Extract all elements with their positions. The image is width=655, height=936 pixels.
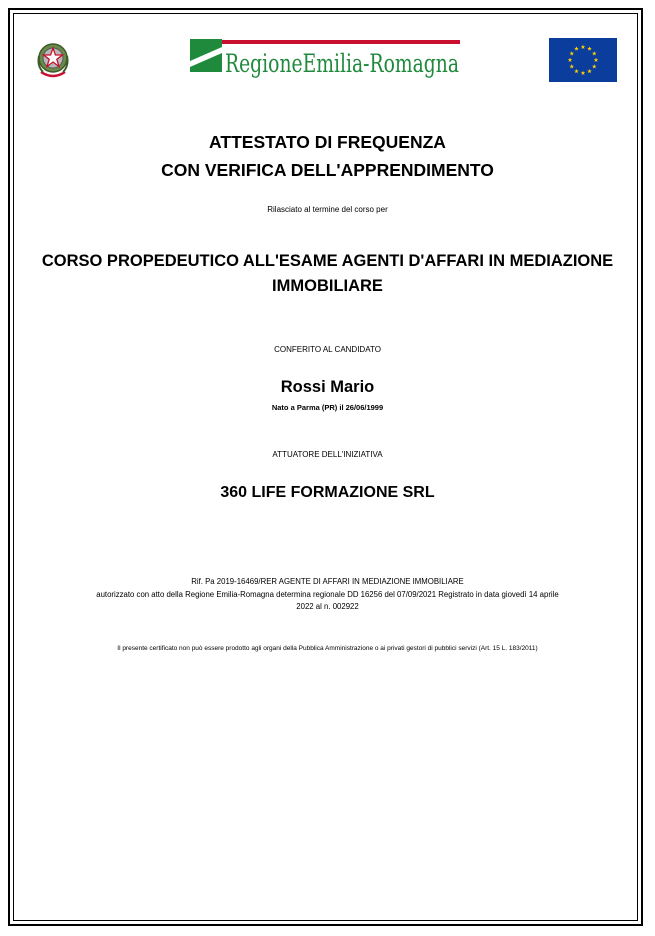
certificate-title <box>20 128 635 184</box>
conferred-label: CONFERITO AL CANDIDATO <box>274 345 381 354</box>
svg-text:RegioneEmilia-Romagna: RegioneEmilia-Romagna <box>225 49 460 78</box>
reference-line-1: Rif. Pa 2019-16469/RER AGENTE DI AFFARI IN MEDIAZIONE IMMOBILIARE <box>191 577 464 586</box>
candidate-name: Rossi Mario <box>280 378 375 396</box>
implementer-label: ATTUATORE DELL'INIZIATIVA <box>272 450 383 459</box>
course-title <box>30 249 625 299</box>
implementer-name: 360 LIFE FORMAZIONE SRL <box>220 484 435 501</box>
reference-line-2: autorizzato con atto della Regione Emilia-Romagna determina regionale DD 16256 del 07/09/2021 Registrato in data giovedì 14 aprile <box>96 589 559 599</box>
birth-info: Nato a Parma (PR) il 26/06/1999 <box>271 403 384 412</box>
title-line-2: CON VERIFICA DELL'APPRENDIMENTO <box>161 160 494 180</box>
title-line-1: ATTESTATO DI FREQUENZA <box>209 132 446 152</box>
reference-line-3: 2022 al n. 002922 <box>296 602 359 611</box>
course-line-2: IMMOBILIARE <box>272 277 383 295</box>
regione-emilia-romagna-logo <box>190 39 462 79</box>
reference-block <box>60 576 595 614</box>
italian-republic-emblem-icon <box>33 38 73 82</box>
issued-text: Rilasciato al termine del corso per <box>267 205 388 214</box>
eu-flag-icon <box>549 38 617 82</box>
disclaimer-text: Il presente certificato non può essere prodotto agli organi della Pubblica Amministrazione o ai privati gestori di pubblici servizi (Art. 15 L. 183/2011) <box>117 645 538 652</box>
course-line-1: CORSO PROPEDEUTICO ALL'ESAME AGENTI D'AFFARI IN MEDIAZIONE <box>41 252 614 270</box>
